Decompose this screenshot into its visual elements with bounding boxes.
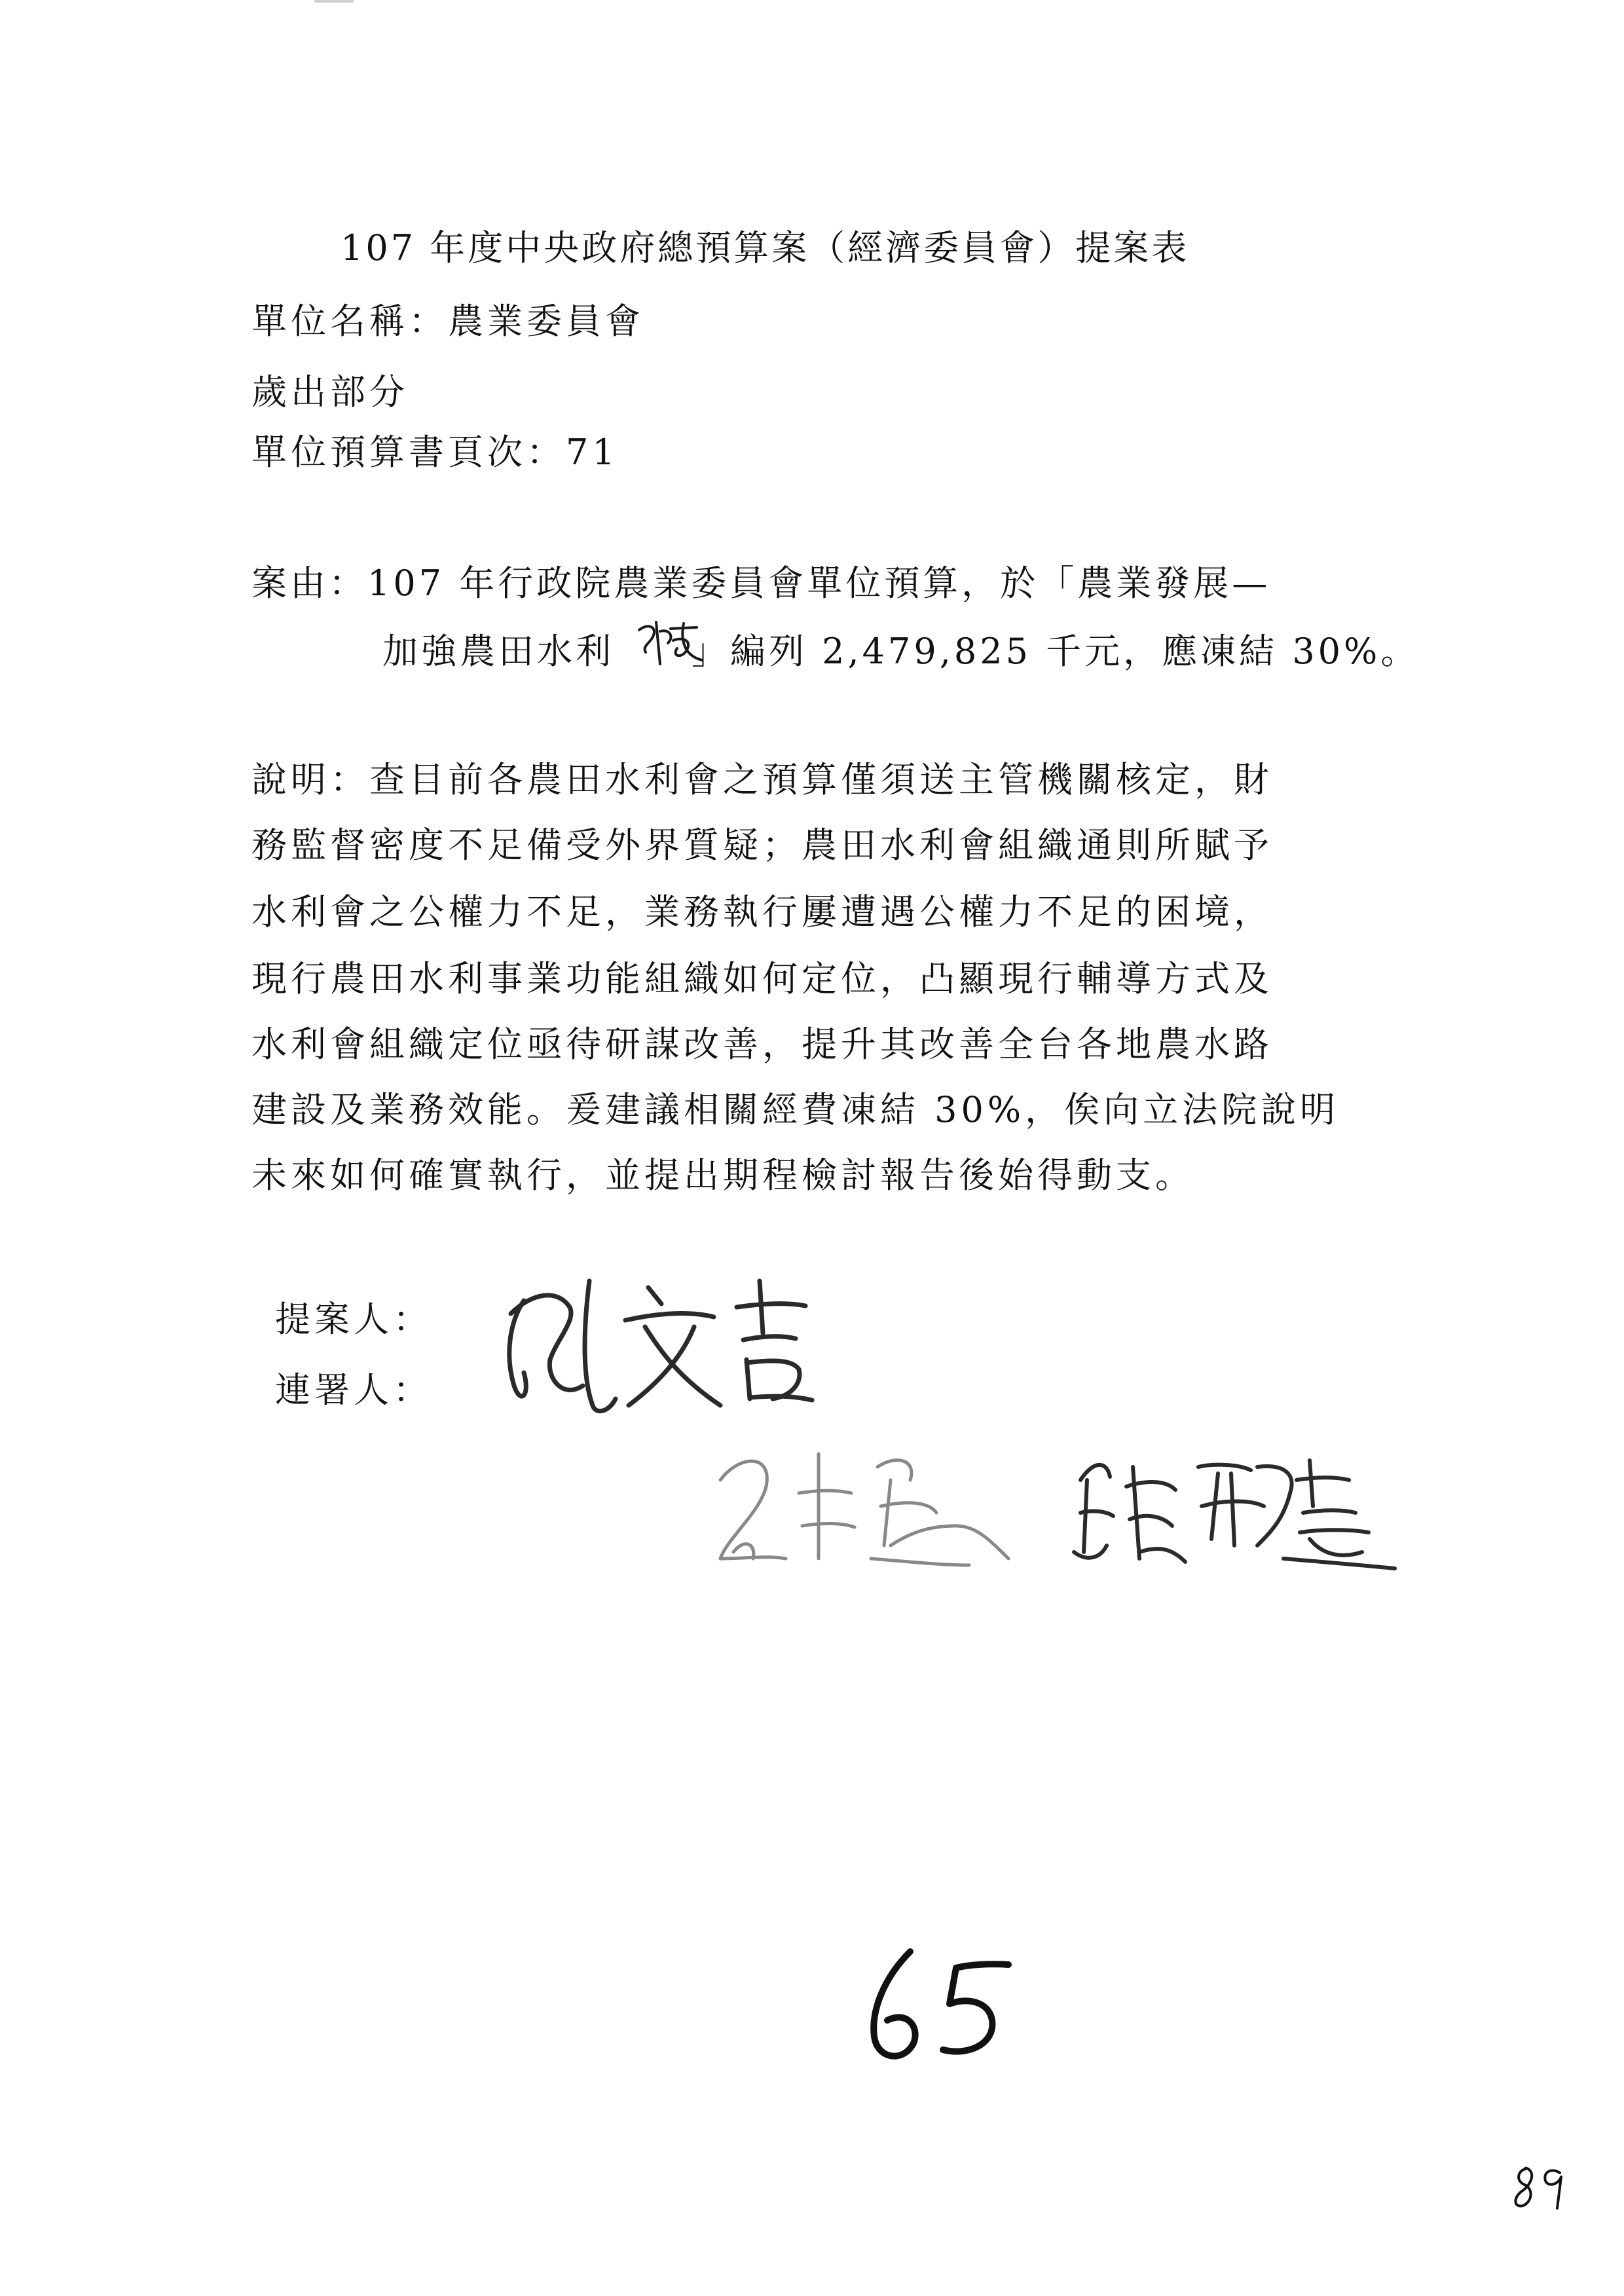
cosigner-label: 連署人： [275,1369,432,1411]
page-number [1506,2161,1572,2213]
reason-line-2 [382,623,1419,674]
cosigner-signature-2 [1061,1434,1401,1578]
handwritten-correction-mark [634,617,706,669]
proposer-label: 提案人： [275,1299,432,1340]
page-reference-line: 單位預算書頁次：71 [251,432,619,473]
section-line: 歲出部分 [251,371,409,413]
explanation-line-2: 務監督密度不足備受外界質疑；農田水利會組織通則所賦予 [251,824,1273,866]
reason-line-1: 案由：107 年行政院農業委員會單位預算，於「農業發展— [251,563,1271,604]
explanation-line-7: 未來如何確實執行，並提出期程檢討報告後始得動支。 [251,1155,1194,1196]
explanation-line-1: 說明：查目前各農田水利會之預算僅須送主管機關核定，財 [251,759,1273,800]
reason-line-2-start: 加強農田水利 [382,631,614,672]
cosigner-signature-1 [694,1428,1022,1585]
explanation-line-3: 水利會之公權力不足，業務執行屢遭遇公權力不足的困境， [251,891,1273,933]
scan-edge-mark [314,0,354,3]
reason-line-2-end: 」編列 2,479,825 千元，應凍結 30%。 [692,631,1420,672]
unit-name-line: 單位名稱：農業委員會 [251,301,644,342]
document-title: 107 年度中央政府總預算案（經濟委員會）提案表 [341,227,1190,268]
explanation-line-6: 建設及業務效能。爰建議相關經費凍結 30%，俟向立法院說明 [251,1089,1340,1130]
explanation-line-5: 水利會組織定位亟待研謀改善，提升其改善全台各地農水路 [251,1024,1273,1065]
explanation-line-4: 現行農田水利事業功能組織如何定位，凸顯現行輔導方式及 [251,958,1273,999]
handwritten-number [851,1938,1022,2069]
proposer-signature [485,1255,825,1425]
